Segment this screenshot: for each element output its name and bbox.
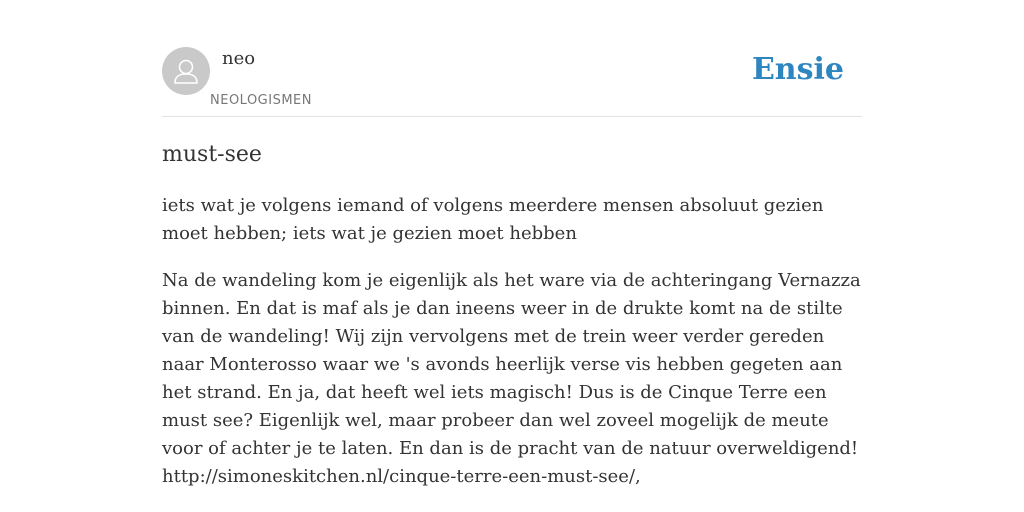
category-label[interactable]: NEOLOGISMEN — [210, 93, 312, 108]
entry-term: must-see — [162, 142, 262, 167]
header — [162, 46, 862, 117]
entry-definition: iets wat je volgens iemand of volgens meerdere mensen absoluut gezien moet hebben; iets wat je gezien moet hebben — [162, 195, 824, 244]
user-icon — [162, 47, 210, 95]
author-name[interactable]: neo — [222, 48, 256, 69]
brand-logo[interactable]: Ensie — [751, 52, 844, 87]
entry-example: Na de wandeling kom je eigenlijk als het ware via de achteringang Vernazza binnen. En dat is maf als je dan ineens weer in de drukte komt na de stilte van de wandeling! Wij zijn vervolgens met de trein weer verder gereden naar Monterosso waar we 's avonds heerlijk verse vis hebben gegeten aan het strand. En ja, dat heeft wel iets magisch! Dus is de Cinque Terre een must see? Eigenlijk wel, maar probeer dan wel zoveel mogelijk de meute voor of achter je te laten. En dan is de pracht van de natuur overweldigend! http://simoneskitchen.nl/cinque-terre-een-must-see/, — [162, 270, 861, 487]
avatar[interactable] — [162, 47, 210, 95]
